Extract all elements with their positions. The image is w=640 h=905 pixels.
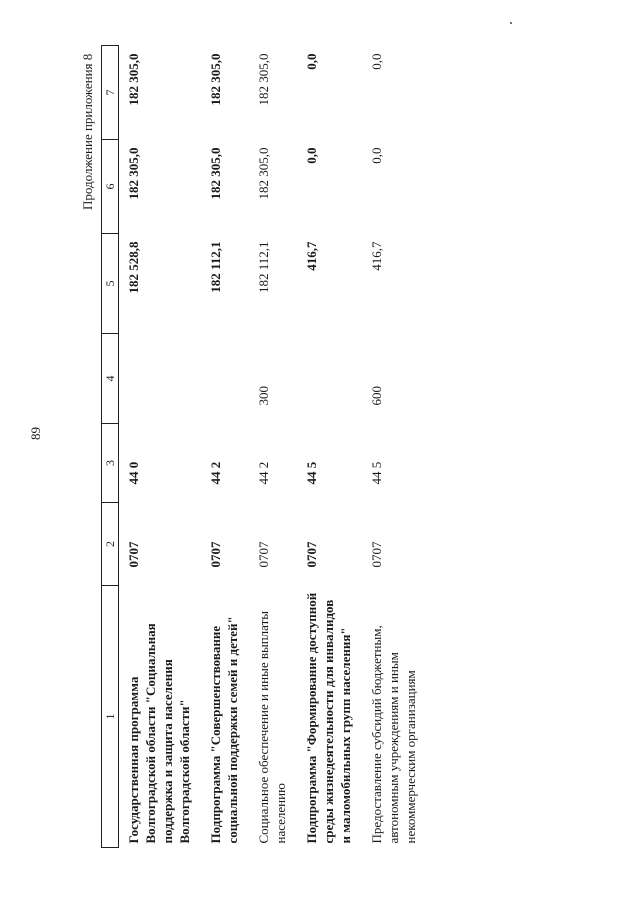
budget-table: [101, 45, 427, 848]
table-row: [201, 46, 249, 848]
table-row: [362, 46, 427, 848]
row-value-7: 0,0: [369, 53, 384, 70]
table-header-row: [102, 46, 119, 848]
page-number: 89: [28, 427, 43, 440]
row-name: Предоставление субсидий бюджетным, автономным учреждениям и иным некоммерческим организациям: [369, 625, 418, 844]
row-name: Социальное обеспечение и иные выплаты населению: [256, 610, 288, 844]
header-col-5: 5: [102, 234, 119, 334]
row-value-7: 182 305,0: [126, 53, 141, 106]
row-value-6: 182 305,0: [256, 147, 271, 200]
row-value-7: 0,0: [304, 53, 319, 70]
row-section: 0707: [256, 541, 271, 568]
row-type: [201, 334, 249, 424]
header-col-6: 6: [102, 140, 119, 234]
header-col-3: 3: [102, 424, 119, 503]
row-section: 0707: [369, 541, 384, 568]
table-row: [249, 46, 297, 848]
row-value-6: 182 305,0: [126, 147, 141, 200]
row-target: 44 2: [208, 461, 223, 485]
row-target: 44 2: [256, 461, 271, 485]
table-row: [297, 46, 362, 848]
row-value-7: 182 305,0: [208, 53, 223, 106]
row-target: 44 5: [304, 461, 319, 485]
header-col-2: 2: [102, 503, 119, 586]
row-value-5: 416,7: [369, 241, 384, 271]
row-value-7: 182 305,0: [256, 53, 271, 106]
row-name: Подпрограмма "Совершенствование социальной поддержки семей и детей": [208, 616, 240, 844]
row-type: [297, 334, 362, 424]
row-name: Государственная программа Волгоградской области "Социальная поддержка и защита населения Волгоградской области": [126, 623, 192, 844]
table-row: [119, 46, 202, 848]
row-section: 0707: [126, 541, 141, 568]
scan-speck: [510, 22, 512, 24]
header-col-1: 1: [102, 586, 119, 848]
row-type: 600: [369, 386, 384, 406]
row-value-5: 416,7: [304, 241, 319, 271]
row-type: 300: [256, 386, 271, 406]
row-type: [119, 334, 202, 424]
row-value-5: 182 112,1: [208, 241, 223, 293]
continuation-title: Продолжение приложения 8: [80, 53, 95, 210]
row-target: 44 5: [369, 461, 384, 485]
row-value-6: 0,0: [369, 147, 384, 164]
row-target: 44 0: [126, 461, 141, 485]
row-value-6: 182 305,0: [208, 147, 223, 200]
header-col-4: 4: [102, 334, 119, 424]
row-value-5: 182 528,8: [126, 241, 141, 294]
row-value-5: 182 112,1: [256, 241, 271, 294]
row-section: 0707: [304, 541, 319, 568]
header-col-7: 7: [102, 46, 119, 140]
row-value-6: 0,0: [304, 147, 319, 164]
budget-table-rotated: [101, 46, 522, 848]
row-name: Подпрограмма "Формирование доступной среды жизнедеятельности для инвалидов и маломобильных групп населения": [304, 592, 353, 844]
row-section: 0707: [208, 541, 223, 568]
